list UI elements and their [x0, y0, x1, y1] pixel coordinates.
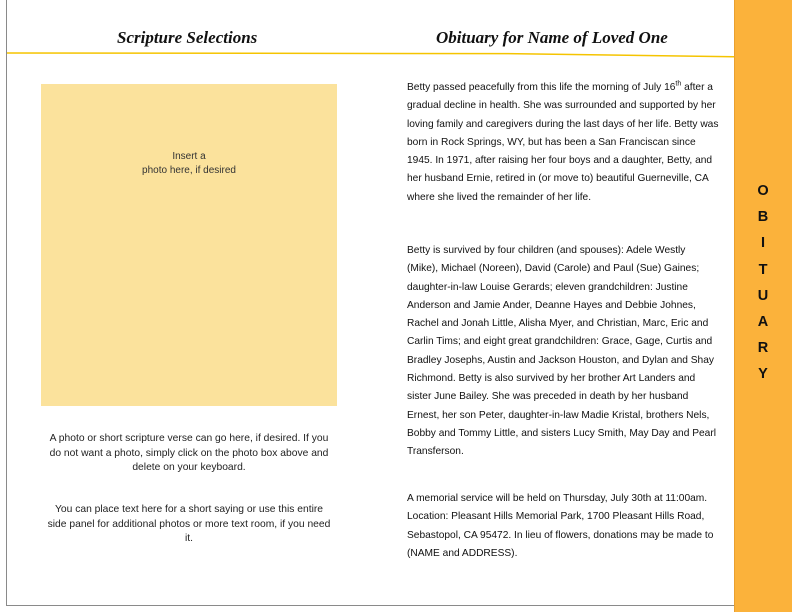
side-letter: O: [757, 183, 769, 199]
scripture-heading: Scripture Selections: [117, 28, 258, 47]
obituary-heading: Obituary for Name of Loved One: [436, 28, 668, 47]
vertical-obituary-word: [734, 178, 792, 388]
side-letter: Y: [758, 366, 768, 383]
side-letter: A: [757, 314, 769, 331]
photo-placeholder-text: [41, 150, 337, 178]
ordinal-suffix: th: [675, 80, 682, 88]
header-rule: [7, 52, 734, 58]
para1-text: Betty passed peacefully from this life the morning of July 16: [407, 82, 676, 93]
photo-placeholder-line: Insert a: [172, 151, 206, 162]
obituary-paragraph-2: Betty is survived by four children (and spouses): Adele Westly (Mike), Michael (Noreen), David (Carole) and Paul (Sue) Gaines; daughter-in-law Louise Gerards; eleven grandchildren: Justine Anderson and Jamie Ander, Deanne Hayes and Debbie Johnes, Rachel and Jonah Little, Alisha Myer, and Christian, Marc, Eric and Carlin Tims; and eight great grandchildren: Grace, Gage, Curtis and Bradley Josephs, Austin and Jackson Houston, and Dylan and Shay Richmond. Betty is also survived by her brother Art Landers and sister June Bailey. She was preceded in death by her husband Ernest, her son Peter, daughter-in-law Madie Kristal, brothers Nels, Bobby and Tommy Little, and sisters Lucy Smith, May Day and Pearl Transferson.: [407, 245, 716, 458]
side-letter: T: [758, 261, 768, 278]
side-letter: B: [757, 209, 769, 226]
side-letter: U: [757, 287, 769, 304]
para1-text-rest: after a gradual decline in health. She was surrounded and supported by her loving family and caregivers during the last days of her life. Betty was born in Rock Springs, WY, but has been a San Franciscan since 1945. In 1971, after raising her four boys and a daughter, Betty, and her husband Ernie, retired in (or move to) beautiful Guerneville, CA where she lived the remainder of her life.: [407, 82, 719, 203]
obituary-paragraph-1: [407, 79, 719, 207]
side-panel-note: You can place text here for a short saying or use this entire side panel for additional photos or more text room, if you need it.: [47, 504, 331, 544]
photo-caption: A photo or short scripture verse can go here, if desired. If you do not want a photo, simply click on the photo box above and delete on your keyboard.: [49, 433, 329, 473]
page-border-bottom: [6, 605, 736, 606]
photo-placeholder-line: photo here, if desired: [142, 165, 236, 176]
side-bar-edge: [734, 0, 735, 612]
side-letter: R: [757, 340, 769, 357]
obituary-paragraph-3: A memorial service will be held on Thursday, July 30th at 11:00am. Location: Pleasant Hills Memorial Park, 1700 Pleasant Hills Road, Sebastopol, CA 95472. In lieu of flowers, donations may be made to (NAME and ADDRESS).: [407, 493, 714, 559]
photo-placeholder-box[interactable]: [41, 84, 337, 406]
side-accent-bar: [734, 0, 792, 612]
side-letter: I: [760, 235, 766, 252]
page-border-left: [6, 0, 7, 606]
